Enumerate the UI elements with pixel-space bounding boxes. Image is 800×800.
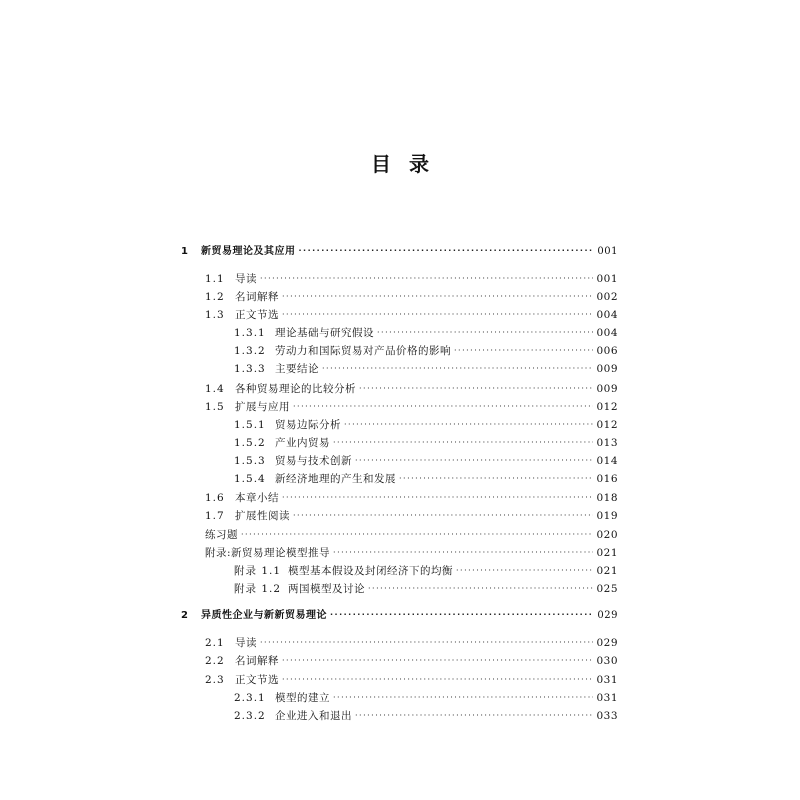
toc-leader-dots [260, 634, 593, 652]
toc-entry-row [181, 607, 618, 625]
toc-page-number: 021 [596, 565, 618, 577]
toc-entry[interactable] [0, 489, 800, 507]
toc-entry-number: 1.1 [205, 273, 225, 285]
toc-entry-row [205, 634, 618, 653]
toc-entry-row [205, 398, 618, 417]
toc-entry-row [205, 489, 618, 508]
toc-entry[interactable] [0, 526, 800, 544]
toc-entry[interactable] [0, 452, 800, 470]
toc-entry-label: 劳动力和国际贸易对产品价格的影响 [275, 345, 451, 357]
toc-leader-dots [456, 562, 593, 580]
toc-leader-dots [293, 398, 593, 416]
toc-entry[interactable] [0, 270, 800, 288]
toc-page-number: 001 [597, 246, 618, 257]
toc-entry[interactable] [0, 580, 800, 598]
toc-leader-dots [377, 324, 593, 342]
toc-entry[interactable] [0, 360, 800, 378]
toc-entry-row [205, 306, 618, 325]
toc-entry[interactable] [0, 634, 800, 652]
toc-entry-label: 两国模型及讨论 [288, 583, 365, 595]
toc-entry-row [234, 434, 618, 453]
toc-entry[interactable] [0, 544, 800, 562]
toc-entry-number: 1.5.4 [234, 473, 266, 485]
toc-entry[interactable] [0, 324, 800, 342]
toc-entry-row [181, 243, 618, 261]
toc-entry-label: 导读 [235, 637, 257, 649]
toc-entry-number: 1.2 [205, 291, 225, 303]
toc-chapter-entry[interactable] [0, 607, 800, 625]
toc-page-number: 009 [596, 383, 618, 395]
toc-leader-dots [355, 707, 593, 725]
toc-entry-label: 扩展与应用 [235, 401, 290, 413]
toc-entry-number: 2.3.2 [234, 710, 266, 722]
toc-page-number: 029 [597, 610, 618, 621]
toc-entry[interactable] [0, 689, 800, 707]
toc-leader-dots [454, 342, 593, 360]
toc-entry-label: 附录:新贸易理论模型推导 [205, 547, 331, 559]
toc-entry-row [234, 562, 618, 581]
toc-page-number: 012 [596, 419, 618, 431]
toc-entry-label: 各种贸易理论的比较分析 [235, 383, 356, 395]
toc-entry-label: 新贸易理论及其应用 [201, 246, 296, 257]
toc-leader-dots [330, 606, 594, 624]
toc-page-number: 001 [596, 273, 618, 285]
toc-entry-label: 导读 [235, 273, 257, 285]
toc-chapter-entry[interactable] [0, 243, 800, 261]
toc-entry[interactable] [0, 380, 800, 398]
toc-entry-row [205, 270, 618, 289]
toc-leader-dots [344, 416, 593, 434]
toc-entry-number: 1.6 [205, 492, 225, 504]
toc-entry-label: 模型基本假设及封闭经济下的均衡 [288, 565, 453, 577]
toc-entry-label: 企业进入和退出 [275, 710, 352, 722]
toc-entry-label: 正文节选 [235, 674, 279, 686]
toc-entry[interactable] [0, 671, 800, 689]
toc-entry-row [234, 689, 618, 708]
toc-entry-row [234, 707, 618, 726]
toc-entry[interactable] [0, 416, 800, 434]
toc-entry-label: 本章小结 [235, 492, 279, 504]
toc-entry-row [205, 526, 618, 545]
toc-entry-label: 名词解释 [235, 291, 279, 303]
toc-entry-number: 1.3.2 [234, 345, 266, 357]
toc-entry-row [234, 580, 618, 599]
toc-leader-dots [299, 242, 595, 260]
toc-leader-dots [333, 689, 593, 707]
toc-leader-dots [282, 306, 593, 324]
toc-entry-number: 1.5.1 [234, 419, 266, 431]
toc-entry-number: 1 [181, 246, 189, 257]
toc-entry[interactable] [0, 434, 800, 452]
toc-entry-row [205, 652, 618, 671]
toc-page-number: 033 [596, 710, 618, 722]
toc-leader-dots [282, 489, 593, 507]
toc-entry-number: 1.3.1 [234, 327, 266, 339]
toc-leader-dots [333, 544, 593, 562]
toc-page-number: 031 [596, 692, 618, 704]
toc-entry-number: 附录 1.1 [234, 565, 282, 577]
toc-entry-number: 1.5.2 [234, 437, 266, 449]
toc-entry[interactable] [0, 288, 800, 306]
toc-entry-label: 主要结论 [275, 363, 319, 375]
toc-page-number: 009 [596, 363, 618, 375]
toc-entry-number: 2.1 [205, 637, 225, 649]
toc-leader-dots [241, 526, 593, 544]
toc-entry[interactable] [0, 652, 800, 670]
toc-entry-label: 异质性企业与新新贸易理论 [201, 610, 327, 621]
toc-entry-label: 贸易与技术创新 [275, 455, 352, 467]
toc-entry-row [234, 470, 618, 489]
toc-page-number: 014 [596, 455, 618, 467]
toc-leader-dots [282, 671, 593, 689]
toc-page-number: 025 [596, 583, 618, 595]
toc-leader-dots [399, 470, 593, 488]
toc-entry-row [205, 671, 618, 690]
toc-entry-label: 贸易边际分析 [275, 419, 341, 431]
toc-entry[interactable] [0, 707, 800, 725]
toc-page-number: 004 [596, 327, 618, 339]
toc-entry-row [234, 416, 618, 435]
toc-entry-label: 产业内贸易 [275, 437, 330, 449]
toc-page-number: 006 [596, 345, 618, 357]
toc-page-number: 019 [596, 510, 618, 522]
toc-entry-label: 名词解释 [235, 655, 279, 667]
toc-entry-row [234, 324, 618, 343]
toc-leader-dots [282, 652, 593, 670]
toc-entry-label: 新经济地理的产生和发展 [275, 473, 396, 485]
toc-entry-row [205, 544, 618, 563]
toc-entry[interactable] [0, 398, 800, 416]
toc-entry-label: 理论基础与研究假设 [275, 327, 374, 339]
toc-page-number: 013 [596, 437, 618, 449]
toc-entry[interactable] [0, 562, 800, 580]
toc-entry-label: 正文节选 [235, 309, 279, 321]
toc-page-number: 002 [596, 291, 618, 303]
toc-entry-number: 2.3 [205, 674, 225, 686]
toc-leader-dots [333, 434, 593, 452]
toc-page-number: 020 [596, 529, 618, 541]
toc-entry[interactable] [0, 342, 800, 360]
toc-leader-dots [359, 380, 593, 398]
toc-entry-number: 1.7 [205, 510, 225, 522]
toc-page-number: 004 [596, 309, 618, 321]
toc-leader-dots [260, 270, 593, 288]
toc-entry-row [205, 288, 618, 307]
toc-page-number: 029 [596, 637, 618, 649]
toc-entry-number: 1.4 [205, 383, 225, 395]
toc-page-number: 030 [596, 655, 618, 667]
toc-entry[interactable] [0, 507, 800, 525]
toc-entry-number: 附录 1.2 [234, 583, 282, 595]
toc-entry[interactable] [0, 470, 800, 488]
toc-leader-dots [368, 580, 593, 598]
toc-entry-row [205, 507, 618, 526]
toc-entry-number: 2.2 [205, 655, 225, 667]
title-char-1: 目 [371, 152, 391, 176]
toc-page-number: 012 [596, 401, 618, 413]
toc-leader-dots [355, 452, 593, 470]
toc-page-number: 021 [596, 547, 618, 559]
toc-entry-number: 2 [181, 610, 189, 621]
toc-entry-label: 练习题 [205, 529, 238, 541]
toc-entry-number: 1.5.3 [234, 455, 266, 467]
toc-entry-number: 1.5 [205, 401, 225, 413]
toc-page-number: 016 [596, 473, 618, 485]
toc-entry[interactable] [0, 306, 800, 324]
toc-leader-dots [282, 288, 593, 306]
toc-page-number: 031 [596, 674, 618, 686]
toc-entry-row [205, 380, 618, 399]
toc-page-number: 018 [596, 492, 618, 504]
toc-entry-number: 1.3.3 [234, 363, 266, 375]
toc-entry-label: 模型的建立 [275, 692, 330, 704]
toc-entry-number: 1.3 [205, 309, 225, 321]
toc-leader-dots [293, 507, 593, 525]
toc-entry-row [234, 452, 618, 471]
toc-entry-row [234, 360, 618, 379]
toc-entry-label: 扩展性阅读 [235, 510, 290, 522]
toc-entry-number: 2.3.1 [234, 692, 266, 704]
toc-entry-row [234, 342, 618, 361]
page-title [0, 148, 800, 177]
title-char-2: 录 [409, 152, 429, 176]
toc-leader-dots [322, 360, 593, 378]
